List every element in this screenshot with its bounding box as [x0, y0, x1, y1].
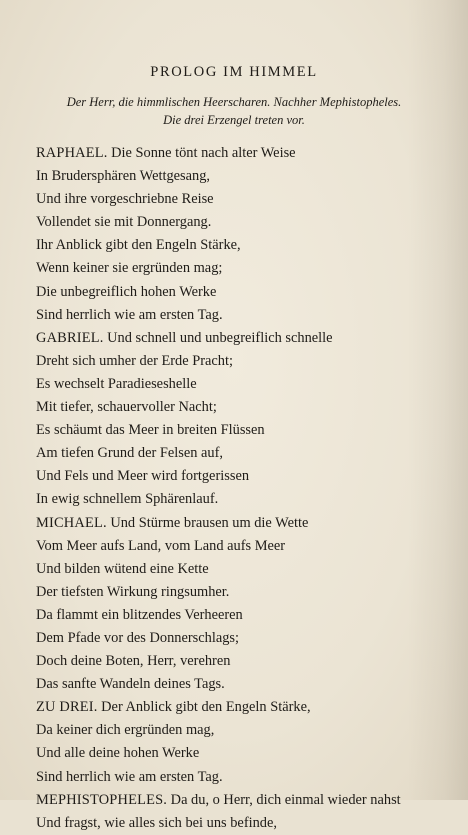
verse-line	[36, 558, 456, 581]
speaker-name: ZU DREI.	[36, 699, 98, 716]
verse-line	[36, 257, 456, 280]
verse-block	[36, 142, 456, 835]
verse-text: Und alle deine hohen Werke	[36, 745, 200, 762]
verse-text: Und schnell und unbegreiflich schnelle	[103, 329, 333, 346]
verse-line	[36, 465, 456, 488]
stage-direction-line: Der Herr, die himmlischen Heerscharen. Nachher Mephistopheles.	[66, 95, 402, 109]
verse-line	[36, 535, 456, 558]
verse-text: Doch deine Boten, Herr, verehren	[36, 653, 231, 670]
verse-text: Vollendet sie mit Donnergang.	[36, 214, 212, 231]
verse-text: Vom Meer aufs Land, vom Land aufs Meer	[36, 537, 286, 554]
verse-line	[36, 650, 456, 673]
verse-text: Wenn keiner sie ergründen mag;	[36, 260, 223, 277]
verse-line	[36, 419, 456, 442]
verse-text: Und bilden wütend eine Kette	[36, 560, 209, 577]
speaker-name: RAPHAEL.	[36, 145, 108, 161]
verse-line	[36, 604, 456, 627]
verse-text: In Brudersphären Wettgesang,	[36, 168, 211, 185]
stage-direction-line: Die drei Erzengel treten vor.	[163, 113, 305, 127]
stage-direction	[0, 93, 468, 129]
speaker-name: GABRIEL.	[36, 329, 104, 346]
verse-text: Dreht sich umher der Erde Pracht;	[36, 352, 233, 369]
verse-line	[36, 327, 456, 350]
verse-line	[36, 304, 456, 327]
verse-text: Es schäumt das Meer in breiten Flüssen	[36, 422, 265, 439]
verse-line	[36, 627, 456, 650]
verse-text: Es wechselt Paradieseshelle	[36, 375, 197, 392]
verse-line	[36, 211, 456, 234]
speaker-name: MEPHISTOPHELES.	[36, 791, 168, 808]
verse-text: Dem Pfade vor des Donnerschlags;	[36, 629, 240, 646]
speaker-name: MICHAEL.	[36, 514, 107, 531]
verse-text: Das sanfte Wandeln deines Tags.	[36, 676, 225, 693]
verse-line	[36, 373, 456, 396]
verse-text: Die unbegreiflich hohen Werke	[36, 283, 217, 300]
verse-line	[36, 234, 456, 257]
verse-line	[36, 673, 456, 696]
verse-text: Und Stürme brausen um die Wette	[106, 514, 309, 531]
verse-text: Und Fels und Meer wird fortgerissen	[36, 468, 250, 485]
verse-text: Da flammt ein blitzendes Verheeren	[36, 606, 243, 623]
verse-text: Ihr Anblick gibt den Engeln Stärke,	[36, 237, 241, 254]
verse-text: Der tiefsten Wirkung ringsumher.	[36, 583, 230, 600]
page-title: PROLOG IM HIMMEL	[150, 64, 318, 80]
verse-line	[36, 142, 456, 165]
verse-text: Die Sonne tönt nach alter Weise	[107, 145, 296, 161]
verse-text: Da du, o Herr, dich einmal wieder nahst	[167, 791, 401, 808]
verse-line	[36, 719, 456, 742]
verse-text: Der Anblick gibt den Engeln Stärke,	[97, 699, 311, 716]
verse-line	[36, 581, 456, 604]
verse-line	[36, 488, 456, 511]
verse-text: Und ihre vorgeschriebne Reise	[36, 191, 214, 208]
verse-line	[36, 789, 456, 812]
verse-line	[36, 165, 456, 188]
verse-line	[36, 766, 456, 789]
verse-text: Und fragst, wie alles sich bei uns befinde,	[36, 814, 277, 831]
verse-line	[36, 812, 456, 835]
verse-line	[36, 281, 456, 304]
verse-text: In ewig schnellem Sphärenlauf.	[36, 491, 219, 508]
verse-line	[36, 512, 456, 535]
verse-line	[36, 350, 456, 373]
verse-line	[36, 188, 456, 211]
verse-text: Am tiefen Grund der Felsen auf,	[36, 445, 224, 462]
verse-text: Sind herrlich wie am ersten Tag.	[36, 768, 223, 785]
verse-line	[36, 742, 456, 765]
verse-line	[36, 442, 456, 465]
verse-line	[36, 396, 456, 419]
verse-text: Sind herrlich wie am ersten Tag.	[36, 306, 223, 323]
verse-line	[36, 696, 456, 719]
verse-text: Mit tiefer, schauervoller Nacht;	[36, 399, 217, 416]
verse-text: Da keiner dich ergründen mag,	[36, 722, 215, 739]
